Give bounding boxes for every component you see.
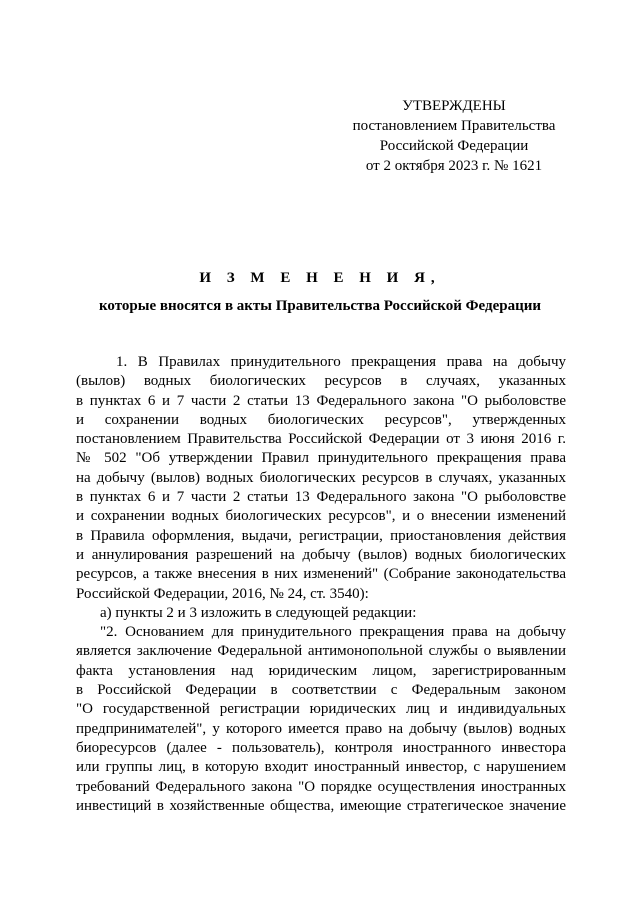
body-line: факта установления над юридическим лицом, зарегистрированным [76, 662, 566, 679]
approval-stamp [340, 96, 568, 176]
body-line: на добычу (вылов) водных биологических ресурсов в случаях, указанных [76, 469, 566, 486]
body-line: (вылов) водных биологических ресурсов в случаях, указанных [76, 373, 566, 390]
approval-line: Российской Федерации [379, 138, 529, 154]
body-line: постановлением Правительства Российской Федерации от 3 июня 2016 г. [76, 431, 566, 448]
approval-heading: УТВЕРЖДЕНЫ [402, 98, 506, 114]
document-title: И З М Е Н Е Н И Я, [199, 270, 441, 286]
approval-date-number: от 2 октября 2023 г. № 1621 [365, 158, 543, 174]
body-line: № 502 "Об утверждении Правил принудительного прекращения права [76, 450, 566, 467]
body-line: и сохранении водных биологических ресурсов", утвержденных [76, 411, 566, 428]
document-subtitle: которые вносятся в акты Правительства Российской Федерации [98, 298, 542, 314]
body-line: ресурсов, а также внесения в них изменений" (Собрание законодательства [76, 566, 566, 583]
body-line: инвестиций в хозяйственные общества, имеющие стратегическое значение [76, 797, 566, 814]
body-line: или группы лиц, в которую входит иностранный инвестор, с нарушением [76, 759, 566, 776]
body-line: "2. Основанием для принудительного прекращения права на добычу [100, 624, 566, 641]
body-line: требований Федерального закона "О порядке осуществления иностранных [76, 778, 566, 795]
body-line: в Правила оформления, выдачи, регистрации, приостановления действия [76, 527, 566, 544]
body-line: "О государственной регистрации юридических лиц и индивидуальных [76, 701, 566, 718]
body-line: и аннулирования разрешений на добычу (вылов) водных биологических [76, 546, 566, 563]
approval-line: постановлением Правительства [352, 118, 556, 134]
document-body [76, 353, 566, 816]
body-line: в Российской Федерации в соответствии с Федеральным законом [76, 682, 566, 699]
body-line: и сохранении водных биологических ресурсов", и о внесении изменений [76, 508, 566, 525]
body-line: а) пункты 2 и 3 изложить в следующей редакции: [100, 604, 417, 621]
body-line: является заключение Федеральной антимонопольной службы о выявлении [76, 643, 566, 660]
body-line: в пунктах 6 и 7 части 2 статьи 13 Федерального закона "О рыболовстве [76, 392, 566, 409]
body-line: в пунктах 6 и 7 части 2 статьи 13 Федерального закона "О рыболовстве [76, 489, 566, 506]
body-line: биоресурсов (далее - пользователь), контроля иностранного инвестора [76, 739, 566, 756]
body-line: предпринимателей", у которого имеется право на добычу (вылов) водных [76, 720, 566, 737]
body-line: Российской Федерации, 2016, № 24, ст. 3540): [76, 585, 369, 602]
body-line: 1. В Правилах принудительного прекращения права на добычу [116, 354, 566, 370]
